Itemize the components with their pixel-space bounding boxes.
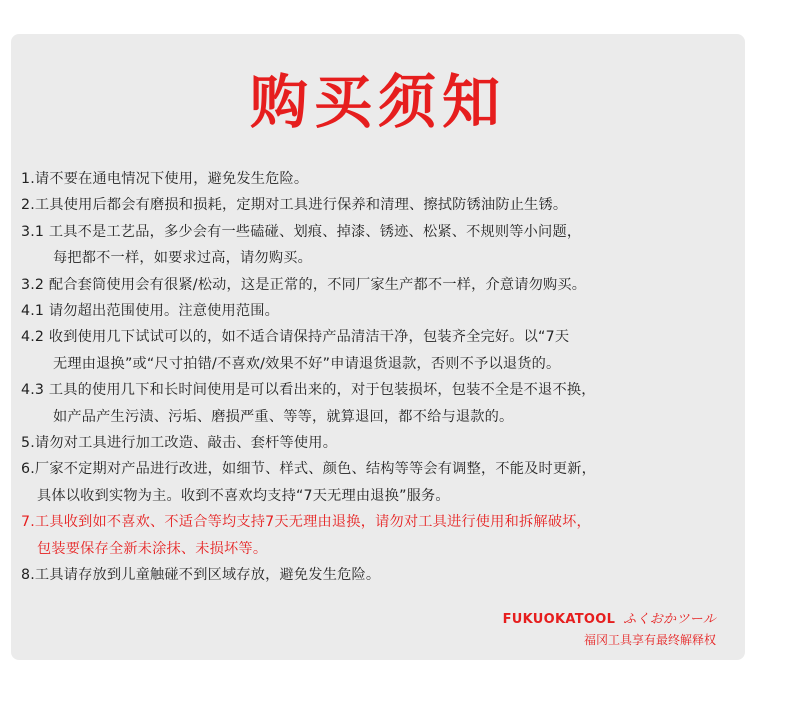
notice-item: 6.厂家不定期对产品进行改进，如细节、样式、颜色、结构等等会有调整，不能及时更新， [21, 461, 597, 478]
notice-item: 7.工具收到如不喜欢、不适合等均支持7天无理由退换，请勿对工具进行使用和拆解破坏， [21, 514, 591, 531]
notice-item: 5.请勿对工具进行加工改造、敲击、套杆等使用。 [21, 435, 338, 452]
page-title: 购买须知 [249, 68, 506, 136]
notice-item: 无理由退换”或“尺寸拍错/不喜欢/效果不好”申请退货退款，否则不予以退货的。 [53, 355, 561, 372]
brand-note: 福冈工具享有最终解释权 [583, 633, 716, 647]
notice-item: 4.1 请勿超出范围使用。注意使用范围。 [21, 303, 280, 320]
notice-item: 具体以收到实物为主。收到不喜欢均支持“7天无理由退换”服务。 [37, 487, 450, 504]
notice-item: 8.工具请存放到儿童触碰不到区域存放，避免发生危险。 [21, 567, 381, 584]
brand-name [503, 610, 716, 630]
notice-item: 每把都不一样，如要求过高，请勿购买。 [53, 250, 312, 267]
notice-panel [11, 34, 745, 660]
brand-block [503, 610, 716, 650]
notice-item: 4.2 收到使用几下试试可以的，如不适合请保持产品清洁干净，包装齐全完好。以“7天 [21, 329, 570, 346]
notice-item: 如产品产生污渍、污垢、磨损严重、等等，就算退回，都不给与退款的。 [53, 408, 514, 425]
notice-item: 2.工具使用后都会有磨损和损耗，定期对工具进行保养和清理、擦拭防锈油防止生锈。 [21, 197, 568, 214]
notice-item: 3.2 配合套筒使用会有很紧/松动，这是正常的，不同厂家生产都不一样，介意请勿购买。 [21, 276, 587, 293]
notice-item: 4.3 工具的使用几下和长时间使用是可以看出来的，对于包装损坏，包装不全是不退不换， [21, 382, 596, 399]
brand-logo-text: FUKUOKATOOL [502, 612, 616, 627]
notice-item: 包装要保存全新未涂抹、未损坏等。 [37, 540, 268, 557]
notice-list [21, 166, 741, 589]
brand-kana: ふくおかツール [623, 612, 716, 627]
notice-item: 3.1 工具不是工艺品，多少会有一些磕碰、划痕、掉漆、锈迹、松紧、不规则等小问题， [21, 223, 582, 240]
notice-item: 1.请不要在通电情况下使用，避免发生危险。 [21, 171, 309, 187]
